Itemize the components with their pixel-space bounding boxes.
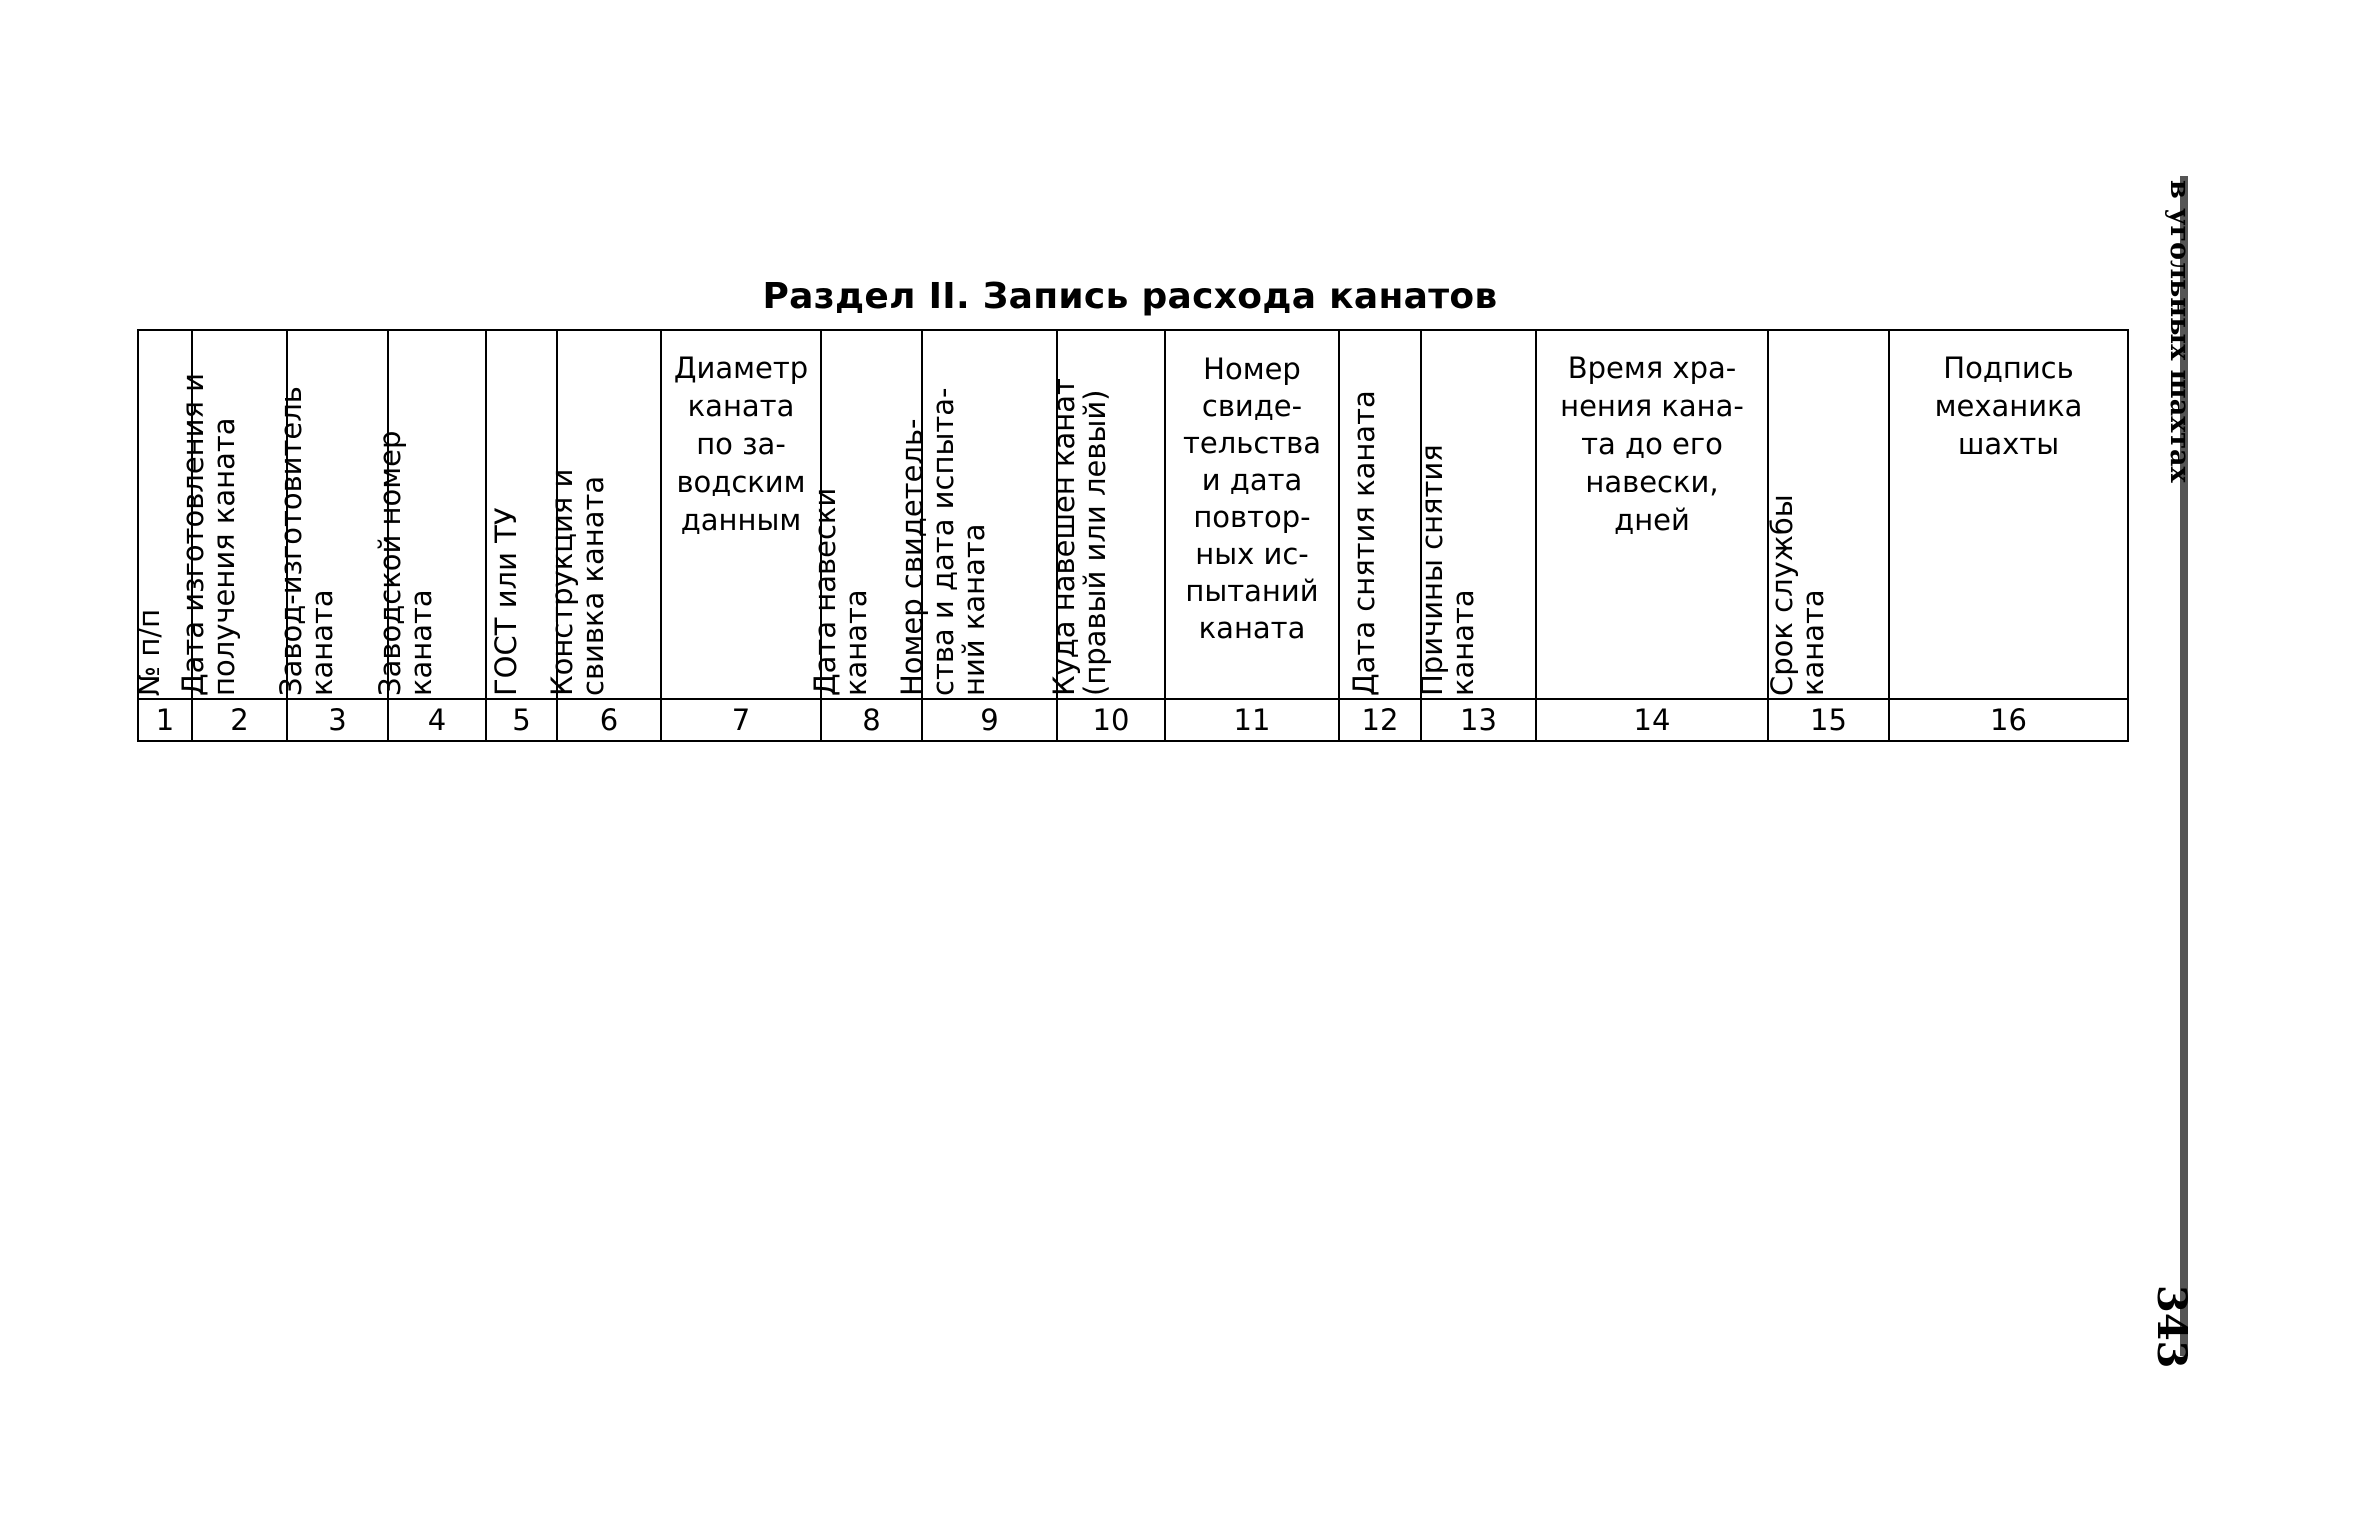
header-line: Время хра- — [1567, 351, 1737, 385]
header-cell — [373, 330, 486, 699]
header-row — [138, 330, 2128, 699]
header-cell — [175, 330, 287, 699]
header-line: ства и дата испыта- — [925, 387, 960, 696]
header-cell — [545, 330, 661, 699]
column-number: 15 — [1768, 699, 1889, 741]
header-line: дней — [1614, 503, 1690, 537]
column-number: 12 — [1339, 699, 1421, 741]
header-cell — [1764, 330, 1889, 699]
column-number: 6 — [557, 699, 661, 741]
header-line: Номер — [1203, 352, 1301, 386]
column-number: 3 — [287, 699, 388, 741]
header-line: каната — [304, 589, 339, 696]
column-number: 7 — [661, 699, 821, 741]
header-line: Дата снятия каната — [1347, 390, 1381, 696]
header-line: Конструкция и — [545, 468, 579, 696]
header-line: ных ис- — [1195, 537, 1309, 571]
header-line: каната — [1795, 589, 1830, 696]
header-line: каната — [1198, 611, 1306, 645]
column-number-row — [138, 699, 2128, 741]
page-number: 343 — [2148, 1285, 2195, 1369]
header-line: и дата — [1201, 463, 1303, 497]
header-line: Диаметр — [673, 351, 809, 385]
header-line: каната — [1445, 589, 1480, 696]
column-number: 2 — [192, 699, 287, 741]
column-number: 4 — [388, 699, 486, 741]
column-number: 11 — [1165, 699, 1339, 741]
header-cell — [1165, 330, 1339, 699]
header-line: та до его — [1581, 427, 1723, 461]
header-line: Дата изготовления и — [175, 373, 210, 696]
header-cell — [1889, 330, 2128, 699]
header-line: Заводской номер — [373, 430, 407, 696]
header-line: тельства — [1182, 426, 1322, 460]
header-line: водским — [676, 465, 806, 499]
header-cell — [894, 330, 1057, 699]
header-line: Куда навешен канат — [1047, 378, 1081, 696]
header-line: Причины снятия — [1414, 444, 1449, 696]
header-line: № п/п — [132, 608, 166, 696]
header-line: по за- — [696, 427, 786, 461]
header-line: каната — [404, 589, 438, 696]
section-title: Раздел II. Запись расхода канатов — [762, 276, 1498, 317]
header-line: повтор- — [1193, 500, 1311, 534]
header-line: Дата навески — [807, 487, 842, 696]
header-line: ний каната — [956, 523, 991, 696]
header-cell — [1047, 330, 1165, 699]
header-line: Подпись — [1943, 351, 2074, 385]
header-line: механика — [1934, 389, 2083, 423]
header-line: свиде- — [1201, 389, 1303, 423]
header-line: каната — [687, 389, 795, 423]
header-line: ГОСТ или ТУ — [488, 507, 523, 696]
header-line: нения кана- — [1560, 389, 1744, 423]
column-number: 5 — [486, 699, 557, 741]
running-head: в угольных шахтах — [2164, 180, 2195, 483]
header-line: (правый или левый) — [1078, 389, 1112, 696]
column-number: 10 — [1057, 699, 1165, 741]
header-line: пытаний — [1185, 574, 1319, 608]
header-line: получения каната — [206, 417, 241, 696]
column-number: 9 — [922, 699, 1057, 741]
header-cell — [1414, 330, 1536, 699]
header-line: шахты — [1957, 427, 2060, 461]
header-cell — [1536, 330, 1768, 699]
rope-consumption-table — [132, 329, 2129, 742]
header-line: каната — [838, 589, 873, 696]
column-number: 16 — [1889, 699, 2128, 741]
header-cell — [1339, 330, 1421, 699]
column-number: 1 — [138, 699, 192, 741]
header-line: данным — [680, 503, 802, 537]
column-number: 13 — [1421, 699, 1536, 741]
header-line: Срок службы — [1764, 494, 1799, 696]
column-number: 14 — [1536, 699, 1768, 741]
header-line: навески, — [1585, 465, 1719, 499]
header-cell — [661, 330, 821, 699]
header-line: свивка каната — [576, 475, 610, 696]
column-number: 8 — [821, 699, 922, 741]
header-line: Номер свидетель- — [894, 418, 929, 696]
header-line: Завод-изготовитель — [273, 386, 308, 696]
